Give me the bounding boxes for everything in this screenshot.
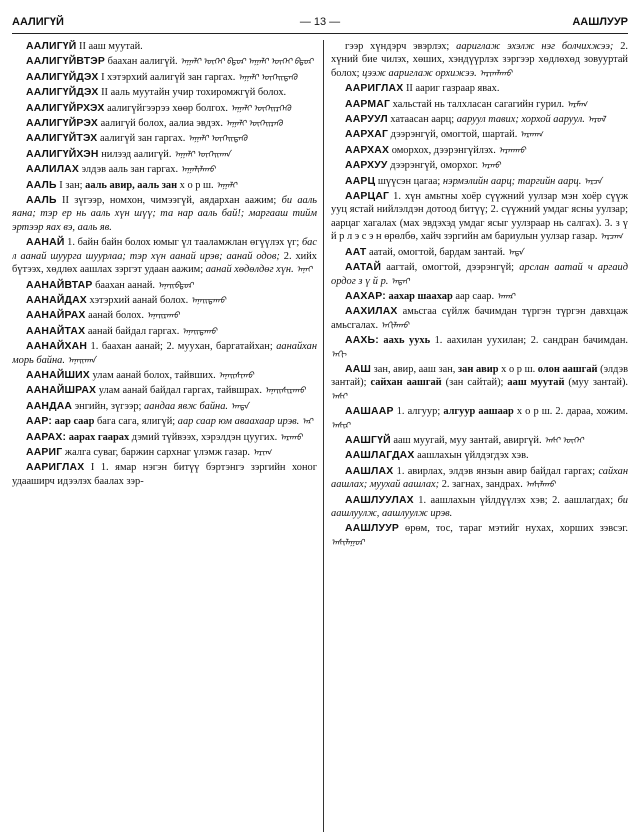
- definition-text: (муу зантай).: [564, 377, 628, 389]
- mongol-script: ᠠᠨᠠᠢᠷᠠᠬᠤ: [146, 310, 180, 321]
- bold-phrase: олон аашгай: [537, 363, 598, 375]
- definition-text: гээр хүндэрч эвэрлэх;: [345, 41, 457, 52]
- definition-text: 1. хүн амьтны хоёр сүүжний уулзар мэн хоёр сүүж ууц ястай нийлэлдэн дотоод битүү; 2. сүүжний умдаг ясны уулзар; аарцаг хагалах (мах эвдэхэд умдаг ясыг уулзраар нь салгах). 3. з ү й р л э с э н өрөлбө, хайч зэргийн ам бариулын уулзар газар.: [331, 191, 628, 243]
- dictionary-entry: [331, 190, 628, 244]
- dictionary-entry: [12, 325, 317, 338]
- definition-text: 2. хийх бүтээх, хөдлөх аашлах зэргэт удаан аажим;: [12, 250, 317, 276]
- definition-text: х о р ш.: [498, 363, 538, 375]
- mongol-script: ᠠᠨᠠᠢ: [296, 264, 313, 275]
- mongol-script: ᠠᠰᠢ: [331, 390, 347, 401]
- mongol-script: ᠠᠨᠠᠢᠬᠠᠨ: [67, 354, 96, 365]
- dictionary-entry: [12, 294, 317, 307]
- definition-text: ааш муугай, муу зантай, авиргүй.: [390, 434, 545, 446]
- headword: ААНАЙДАХ: [26, 294, 87, 306]
- definition-text: хальстай нь талхласан сагагийн гурил.: [390, 98, 567, 110]
- headword: ААНАЙ: [26, 237, 65, 249]
- headword: ААРАХ:: [26, 431, 67, 443]
- headword: ААРХАГ: [345, 129, 389, 141]
- definition-text: I зан;: [56, 179, 86, 191]
- mongol-script: ᠠᠲᠠ: [507, 246, 524, 257]
- headword: ААРХУУ: [345, 160, 388, 172]
- definition-text: элдэв ааль зан гаргах.: [79, 164, 181, 176]
- headword: ААШЛУУР: [345, 523, 399, 535]
- definition-text: II зүгээр, номхон, чимээгүй, аядархан аажим;: [56, 195, 282, 207]
- headword: ААНАЙШИХ: [26, 369, 90, 381]
- definition-text: аалигүй болох, аалиа эвдэх.: [98, 118, 226, 130]
- headword: ААЛЬ: [26, 195, 57, 207]
- bold-phrase: зан авир: [457, 363, 499, 375]
- headword: ААШЛАГДАХ: [345, 450, 415, 462]
- definition-text: (элдэв зантай);: [331, 363, 628, 389]
- definition-text: оморхох, дээрэнгүйлэх.: [389, 144, 499, 156]
- dictionary-entry: [331, 128, 628, 141]
- mongol-script: ᠠᠬᠢ: [331, 348, 347, 359]
- headword: ААНАЙТАХ: [26, 325, 86, 337]
- page-number: — 13 —: [299, 16, 341, 28]
- mongol-script: ᠠᠭᠠᠯᠢ ᠦᠭᠡᠢᠷᠡᠬᠦ: [225, 118, 283, 129]
- mongol-script: ᠠᠷᠤᠯ: [587, 114, 606, 125]
- dictionary-entry: [331, 522, 628, 549]
- running-header: [12, 16, 628, 32]
- headword: ААР:: [26, 416, 53, 428]
- dictionary-entry: [12, 279, 317, 292]
- mongol-script: ᠠᠭᠠᠯᠢ ᠦᠭᠡᠢᠲᠡᠬᠦ: [187, 133, 248, 144]
- example-text: аанай хөдөлдөг хүн.: [205, 264, 294, 276]
- bold-phrase: ааль авир, ааль зан: [85, 179, 178, 191]
- headword: ААНАЙШРАХ: [26, 385, 97, 397]
- dictionary-entry: [12, 415, 317, 428]
- headword: ААЛИГҮЙРЭХ: [26, 118, 99, 130]
- definition-text: 1. байн байн болох юмыг үл тааламжлан өгүүлэх үг;: [64, 237, 302, 249]
- dictionary-entry: [12, 340, 317, 367]
- headword: ААЛЬ: [26, 179, 57, 191]
- headword: ААТАЙ: [345, 262, 382, 274]
- headword: ААХИЛАХ: [345, 306, 398, 318]
- header-right-guideword: ААШЛУУР: [572, 16, 628, 28]
- headword: ААРЦ: [345, 175, 376, 187]
- dictionary-entry: [331, 305, 628, 332]
- mongol-script: ᠠᠬᠢᠯᠠᠬᠤ: [380, 319, 409, 330]
- headword: ААНАЙХАН: [26, 341, 88, 353]
- definition-text: баахан аалигүй.: [105, 56, 181, 68]
- definition-text: дээрэнгүй, омогтой, шартай.: [388, 129, 520, 141]
- mongol-script: ᠠᠭᠠᠯᠢ ᠦᠭᠡᠢᠷᠬᠡᠬᠦ: [230, 102, 291, 113]
- example-text: арслан аатай ч аргаид ордог з ү й р.: [331, 262, 628, 287]
- definition-text: II ааль муутайн учир тохиромжгүй болох.: [98, 87, 287, 99]
- definition-text: II аариг газраар явах.: [403, 83, 500, 95]
- dictionary-entry: [12, 236, 317, 276]
- bold-phrase: аахь уухь: [383, 335, 431, 347]
- definition-text: аар саар.: [452, 290, 497, 302]
- dictionary-entry: [12, 446, 317, 459]
- definition-text: аанай болох.: [85, 310, 147, 322]
- example-text: аариглаж эхэлж нэг болчихжээ;: [456, 41, 614, 52]
- headword: ААЛИГҮЙХЭН: [26, 148, 99, 160]
- mongol-script: ᠠᠷᠬᠠᠬᠤ: [498, 144, 526, 155]
- definition-text: аагтай, омогтой, дээрэнгүй;: [381, 262, 520, 274]
- definition-text: аалигүй зан гаргах.: [97, 133, 188, 145]
- headword: ААЛИГҮЙДЭХ: [26, 71, 99, 83]
- mongol-script: ᠠᠭᠠᠯᠢ ᠦᠭᠡᠢᠳᠡᠬᠦ: [237, 71, 298, 82]
- dictionary-entry: [12, 400, 317, 413]
- definition-text: баахан аанай.: [92, 279, 158, 291]
- dictionary-entry: [12, 71, 317, 84]
- example-text: аар саар юм аваахаар ирэв.: [177, 416, 300, 428]
- dictionary-entry: [12, 40, 317, 53]
- header-left-guideword: ААЛИГҮЙ: [12, 16, 64, 28]
- dictionary-entry: [331, 144, 628, 157]
- definition-text: 2. загнах, зандрах.: [439, 479, 526, 491]
- definition-text: 1. аашлахын үйлдүүлэх хэв; 2. аашлагдах;: [413, 494, 618, 506]
- bold-phrase: аарах гаарах: [68, 431, 130, 443]
- mongol-script: ᠠᠷᠬᠤ: [480, 160, 501, 171]
- mongol-script: ᠠᠨᠠᠢᠲᠠᠬᠤ: [181, 325, 217, 336]
- dictionary-entry: [331, 434, 628, 447]
- header-rule: [12, 33, 628, 34]
- mongol-script: ᠠᠷᠬᠠᠭ: [519, 129, 543, 140]
- definition-text: нилээд аалигүй.: [98, 148, 175, 160]
- dictionary-entry: [12, 86, 317, 99]
- dictionary-entry: [331, 449, 628, 462]
- headword: ААХАР:: [345, 290, 386, 302]
- mongol-script: ᠠᠷᠴᠠᠭ: [600, 231, 623, 242]
- definition-text: бага сага, ялигүй;: [94, 416, 178, 428]
- mongol-script: ᠠᠰᠢᠯᠠᠬᠤ: [525, 479, 556, 490]
- bold-phrase: аахар шаахар: [388, 290, 453, 302]
- definition-text: 1. авирлах, элдэв янзын авир байдал гаргах;: [393, 465, 599, 477]
- mongol-script: ᠠᠨᠠᠢᠰᠢᠷᠠᠬᠤ: [264, 385, 306, 396]
- columns: [12, 40, 628, 834]
- definition-text: 1. аахилан уухилан; 2. сандран бачимдан.: [430, 335, 628, 347]
- dictionary-entry: [331, 246, 628, 259]
- dictionary-entry: [12, 194, 317, 234]
- mongol-script: ᠠᠷᠢᠭ: [252, 446, 272, 457]
- headword: ААНАЙРАХ: [26, 310, 86, 322]
- bold-phrase: сайхан аашгай: [370, 377, 442, 389]
- definition-text: аатай, омогтой, бардам зантай.: [366, 246, 508, 258]
- right-column: [331, 40, 628, 834]
- mongol-script: ᠠᠰᠢᠯᠠᠭᠤᠷ: [331, 536, 365, 547]
- definition-text: дэмий түйвээх, хэрэлдэн цуугих.: [129, 431, 280, 443]
- headword: ААШГҮЙ: [345, 434, 391, 446]
- headword: ААРМАГ: [345, 98, 391, 110]
- definition-text: зан, авир, ааш зан,: [371, 363, 458, 375]
- headword: ААРИГЛАХ: [26, 462, 85, 474]
- mongol-script: ᠠᠭᠠᠯᠢ ᠦᠭᠡᠢᠬᠠᠨ: [174, 148, 231, 159]
- dictionary-entry: [331, 494, 628, 521]
- mongol-script: ᠠᠷᠢᠭᠯᠠᠬᠤ: [479, 67, 513, 78]
- headword: ААНДАА: [26, 400, 73, 412]
- headword: ААЛИГҮЙВТЭР: [26, 56, 106, 68]
- example-text: бас л аанай шуурга шуурлаа; тэр хүн аанай ирэв; аанай одов;: [12, 237, 317, 262]
- example-text: цээж аариглаж орхижээ.: [362, 67, 477, 79]
- headword: ААРХАХ: [345, 144, 390, 156]
- definition-text: 2. хүний бие чилэх, хөших, хэндүүрлэх зэргээр хөдлөхөд зовууртай болох;: [331, 41, 628, 79]
- example-text: нэрмэлийн аарц; таргийн аарц.: [442, 175, 582, 187]
- dictionary-entry: [331, 98, 628, 111]
- left-column: [12, 40, 317, 834]
- mongol-script: ᠠᠷᠠᠬᠤ: [279, 431, 303, 442]
- mongol-script: ᠠᠲᠠᠢ: [391, 275, 410, 286]
- definition-text: х о р ш.: [177, 179, 217, 191]
- definition-text: I хэтэрхий аалигүй зан гаргах.: [98, 71, 238, 83]
- mongol-script: ᠠᠷᠮᠠᠭ: [566, 98, 587, 109]
- definition-text: шүүсэн цагаа;: [375, 175, 443, 187]
- definition-text: улам аанай болох, тайвших.: [89, 369, 219, 381]
- headword: ААХЬ:: [345, 335, 379, 347]
- definition-text: өрөм, тос, тараг мэтийг нухах, хорших зэвсэг.: [399, 523, 628, 535]
- mongol-script: ᠠᠨᠠᠢᠪᠲᠤᠷ: [157, 279, 194, 290]
- dictionary-entry: [12, 369, 317, 382]
- mongol-script: ᠠᠨᠠᠢᠰᠢᠬᠤ: [218, 369, 254, 380]
- dictionary-entry: [331, 261, 628, 288]
- dictionary-entry: [331, 175, 628, 188]
- headword: ААРИГЛАХ: [345, 83, 404, 95]
- definition-text: хатаасан аарц;: [387, 114, 457, 126]
- mongol-script: ᠠᠨᠳᠠ: [230, 400, 249, 411]
- mongol-script: ᠠᠬᠠᠷ: [496, 290, 515, 301]
- headword: ААШ: [345, 363, 372, 375]
- definition-text: 1. баахан аанай; 2. муухан, баргатайхан;: [87, 341, 277, 353]
- example-text: би аашлуулж, аашлуулж ирэв.: [331, 494, 628, 519]
- dictionary-entry: [331, 82, 628, 95]
- definition-text: аалигүйгээрээ хөөр болгох.: [104, 102, 231, 114]
- dictionary-entry: [331, 334, 628, 361]
- headword: ААШЛУУЛАХ: [345, 494, 414, 506]
- dictionary-entry: [331, 113, 628, 126]
- example-text: сайхан аашлах; муухай аашлах;: [331, 465, 628, 491]
- definition-text: жалга суваг, баржин сархнаг үлэмж газар.: [62, 446, 253, 458]
- dictionary-entry: [12, 179, 317, 192]
- mongol-script: ᠠᠰᠢ ᠦᠭᠡᠢ: [544, 434, 584, 445]
- headword: ААРЦАГ: [345, 191, 390, 203]
- headword: ААЛИГҮЙДЭХ: [26, 87, 99, 99]
- headword: ААРИГ: [26, 446, 63, 458]
- dictionary-entry: [12, 117, 317, 130]
- example-text: аандаа явж байна.: [144, 400, 229, 412]
- mongol-script: ᠠᠰᠢᠷ: [331, 419, 350, 430]
- bold-phrase: ааш муутай: [507, 377, 565, 389]
- definition-text: (зан сайтай);: [441, 377, 508, 389]
- definition-text: х о р ш. 2. дараа, хожим.: [513, 406, 628, 418]
- headword: ААРУУЛ: [345, 114, 388, 126]
- definition-text: дээрэнгүй, оморхог.: [387, 160, 481, 172]
- definition-text: амьсгаа сүйлж бачимдан түргэн түргэн давхцаж амьсгалах.: [331, 306, 628, 331]
- mongol-script: ᠠᠭᠠᠯᠢ: [216, 179, 237, 190]
- dictionary-entry: [12, 309, 317, 322]
- definition-text: II ааш муутай.: [76, 41, 143, 52]
- headword: ААШААР: [345, 406, 394, 418]
- mongol-script: ᠠᠭᠠᠯᠢ ᠦᠭᠡᠢ ᠪᠲᠤᠷ ᠠᠭᠠᠯᠢ ᠦᠭᠡᠢ ᠪᠲᠤᠷ: [180, 56, 314, 67]
- headword: ААЛИГҮЙ: [26, 41, 77, 52]
- dictionary-entry: [12, 431, 317, 444]
- dictionary-entry: [331, 159, 628, 172]
- mongol-script: ᠠᠷ: [301, 416, 313, 427]
- dictionary-entry: [331, 290, 628, 303]
- definition-text: хэтэрхий аанай болох.: [86, 294, 191, 306]
- definition-text: энгийн, зүгээр;: [72, 400, 145, 412]
- dictionary-entry: [12, 148, 317, 161]
- headword: ААЛИГҮЙТЭХ: [26, 133, 98, 145]
- headword: ААЛИГҮЙРХЭХ: [26, 102, 105, 114]
- mongol-script: ᠠᠨᠠᠢᠳᠠᠬᠤ: [190, 294, 226, 305]
- dictionary-entry: [12, 163, 317, 176]
- dictionary-entry: [331, 405, 628, 432]
- definition-text: аашлахын үйлдэгдэх хэв.: [414, 450, 529, 462]
- dictionary-entry: [331, 40, 628, 80]
- headword: ААТ: [345, 246, 367, 258]
- example-text: аанайхан морь байна.: [12, 341, 317, 366]
- headword: ААЛИЛАХ: [26, 164, 80, 176]
- dictionary-entry: [12, 384, 317, 397]
- definition-text: 1. алгуур;: [393, 406, 444, 418]
- mongol-script: ᠠᠷᠴᠠ: [583, 175, 602, 186]
- example-text: би ааль яана; тэр ер нь ааль хүн шүү; та нар ааль бай!; маргааш тийм эртээр яах вэ, ааль яв.: [12, 195, 317, 233]
- definition-text: I 1. ямар нэгэн битүү бэртэнгэ зэргийн хоног удааширч идээлэх баалах зэр-: [12, 462, 317, 487]
- dictionary-entry: [12, 132, 317, 145]
- definition-text: аанай байдал гаргах.: [85, 325, 182, 337]
- dictionary-entry: [12, 461, 317, 488]
- mongol-script: ᠠᠭᠠᠯᠢᠯᠠᠬᠤ: [180, 164, 216, 175]
- dictionary-entry: [12, 55, 317, 68]
- example-text: ааруул тавих; хорхой ааруул.: [456, 114, 585, 126]
- dictionary-entry: [331, 363, 628, 403]
- headword: ААНАЙВТАР: [26, 279, 93, 291]
- dictionary-entry: [12, 102, 317, 115]
- definition-text: улам аанай байдал гаргах, тайвшрах.: [96, 385, 265, 397]
- bold-phrase: алгуур аашаар: [443, 406, 514, 418]
- dictionary-entry: [331, 465, 628, 492]
- headword: ААШЛАХ: [345, 465, 394, 477]
- bold-phrase: аар саар: [54, 416, 95, 428]
